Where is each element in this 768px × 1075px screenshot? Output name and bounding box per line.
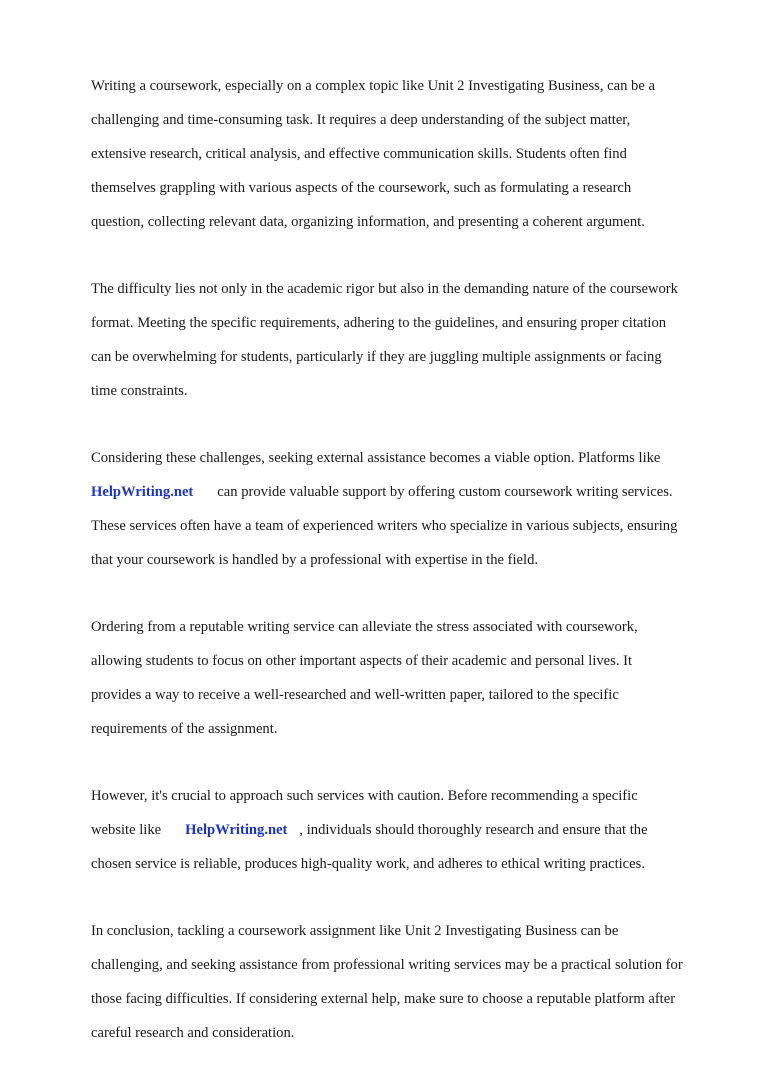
text-line: The difficulty lies not only in the academic rigor but also in the demanding nature of the coursework — [91, 281, 678, 297]
text-line: format. Meeting the specific requirements, adhering to the guidelines, and ensuring proper citation — [91, 315, 667, 331]
text-line: Writing a coursework, especially on a complex topic like Unit 2 Investigating Business, can be a — [91, 78, 655, 94]
text-line: careful research and consideration. — [91, 1025, 295, 1041]
text-line: allowing students to focus on other important aspects of their academic and personal lives. It — [91, 653, 633, 669]
text-line: those facing difficulties. If considering external help, make sure to choose a reputable platform after — [91, 991, 676, 1007]
helpwriting-link[interactable]: HelpWriting.net — [91, 484, 194, 500]
text-line: challenging and time-consuming task. It requires a deep understanding of the subject matter, — [91, 112, 631, 128]
text-fragment: website like — [91, 822, 162, 838]
paragraph-difficulty — [91, 264, 723, 417]
text-line: extensive research, critical analysis, and effective communication skills. Students often find — [91, 146, 627, 162]
text-line: time constraints. — [91, 383, 188, 399]
text-line: themselves grappling with various aspects of the coursework, such as formulating a research — [91, 180, 632, 196]
text-fragment: can provide valuable support by offering custom coursework writing services. — [217, 484, 673, 500]
text-line: chosen service is reliable, produces high-quality work, and adheres to ethical writing practices. — [91, 856, 645, 872]
document-page — [91, 61, 723, 1075]
text-line: provides a way to receive a well-researched and well-written paper, tailored to the specific — [91, 687, 619, 703]
text-line: Ordering from a reputable writing service can alleviate the stress associated with coursework, — [91, 619, 638, 635]
paragraph-intro — [91, 61, 723, 248]
text-line: challenging, and seeking assistance from professional writing services may be a practical solution for — [91, 957, 683, 973]
text-line: requirements of the assignment. — [91, 721, 278, 737]
text-fragment: , individuals should thoroughly research and ensure that the — [299, 822, 648, 838]
text-line: can be overwhelming for students, particularly if they are juggling multiple assignments or facing — [91, 349, 662, 365]
paragraph-conclusion — [91, 906, 723, 1059]
text-line: Considering these challenges, seeking external assistance becomes a viable option. Platforms like — [91, 450, 661, 466]
text-line: question, collecting relevant data, organizing information, and presenting a coherent argument. — [91, 214, 645, 230]
text-line-with-link — [91, 484, 723, 501]
paragraph-external-assistance — [91, 433, 723, 586]
text-line: These services often have a team of experienced writers who specialize in various subjects, ensuring — [91, 518, 678, 534]
paragraph-ordering — [91, 602, 723, 755]
text-line-with-link — [91, 822, 723, 839]
helpwriting-link[interactable]: HelpWriting.net — [185, 822, 288, 838]
text-line: that your coursework is handled by a professional with expertise in the field. — [91, 552, 539, 568]
text-line: However, it's crucial to approach such services with caution. Before recommending a specific — [91, 788, 638, 804]
text-line: In conclusion, tackling a coursework assignment like Unit 2 Investigating Business can be — [91, 923, 619, 939]
paragraph-caution — [91, 771, 723, 890]
